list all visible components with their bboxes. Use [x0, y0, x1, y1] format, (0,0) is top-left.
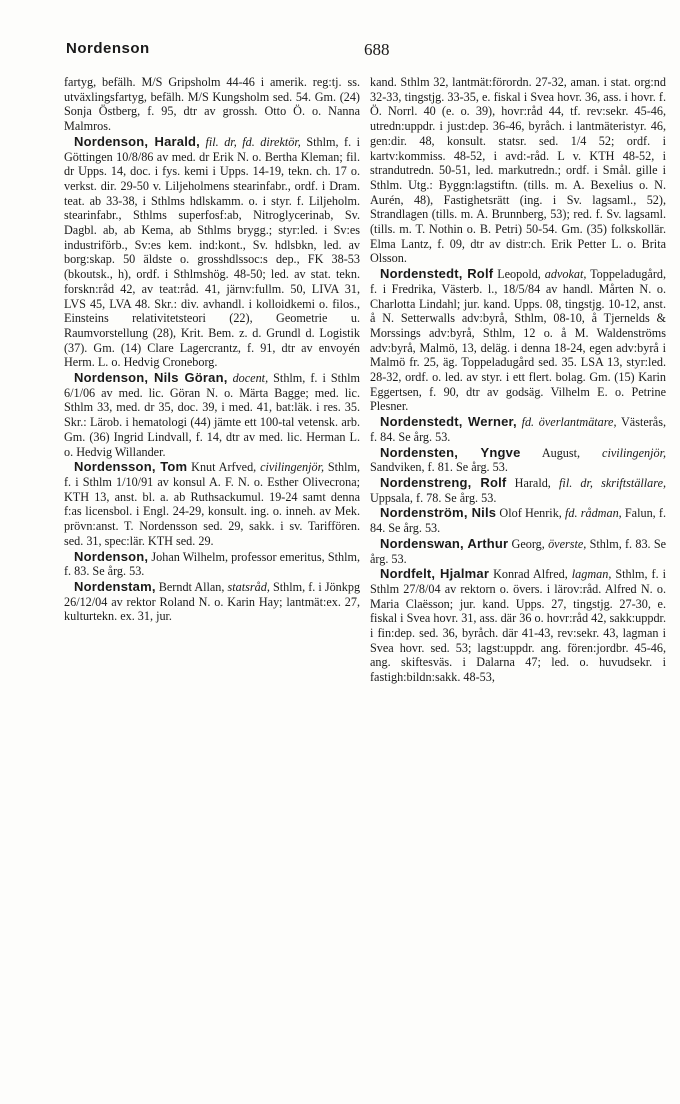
entry-body: Sthlm, f. i Göttingen 10/8/86 av med. dr Erik N. o. Bertha Kleman; fil. dr Upps. 14, doc. i fys. kemi i Upps. 14-19, tekn. ch. 17 o. verkst. dir. 29-50 v. Liljeholmens stearinfabr., ordf. i Dram. teat. ab 33-38, i Sthlms hdlskamm. o. i styr. f. Liljeholm. stearinfabr., Sthlms superfosf:ab, Nitroglycerinab, Sv. Dagbl. ab, ab Kema, ab Sthlms brygg.; styr:led. i Sv:es industriförb., Sv:es kem. ind:kont., Sv. hdlsbkn, led. av borg:skap. 50 äldste o. grosshdlssoc:s dep., FK 38-53 (bkoutsk., h), ordf. i Sthlmshög. 48-50; led. av stat. tekn. forskn:råd 42, av teat:råd. 41, järnv:fullm. 50, LIVA 31, LVS 45, LVA 48. Skr.: div. avhandl. i kolloidkemi o. filos., Einsteins relativitetsteori (22), Geometrie u. Raumvorstellung (28), Krit. Bem. z. d. Grundl d. Logistik (37). Gm. (14) Clare Lagercrantz, f. 91, dtr av envoyén Herm. L. o. Hedvig Croneborg. — [64, 134, 361, 370]
biography-entry — [370, 567, 666, 685]
entry-body: Falun, f. 84. Se årg. 53. — [370, 506, 667, 536]
entry-body: Sthlm, f. i Jönkpg 26/12/04 av rektor Roland N. o. Karin Hay; lantmät:ex. 27, kulturtekn. ex. 31, jur. — [64, 579, 361, 624]
biography-entry — [370, 415, 666, 444]
entry-name: Nordenstedt, Werner, — [380, 414, 517, 430]
entry-name: Nordenson, Harald, — [74, 133, 200, 149]
entry-title: fil. dr, fd. direktör, — [205, 134, 301, 149]
running-head: Nordenson — [66, 40, 150, 57]
right-column — [370, 75, 666, 686]
biography-entry — [64, 75, 360, 134]
entry-given-names: Olof Henrik, — [499, 506, 562, 521]
entry-title: civilingenjör, — [602, 445, 667, 460]
entry-title: statsråd, — [227, 579, 270, 594]
entry-title: överste, — [548, 536, 587, 551]
entry-given-names: Johan — [151, 549, 180, 564]
entry-name: Nordfelt, Hjalmar — [380, 566, 490, 582]
entry-body: fartyg, befälh. M/S Gripsholm 44-46 i amerik. reg:tj. ss. utväxlingsfartyg, befälh. M/S Kungsholm sed. 54. Gm. (24) Sonja Östberg, f. 95, dtr av grossh. Otto Ö. o. Nanna Malmros. — [64, 75, 360, 134]
biography-entry — [64, 371, 360, 459]
entry-body: kand. Sthlm 32, lantmät:förordn. 27-32, aman. i stat. org:nd 32-33, tingstjg. 33-35, e. fiskal i Svea hovr. 36, ass. i hovr. f. Ö. Norrl. 40 (e. o. 39), hovr:råd 44, tf. rev:sekr. 45-46, utredn:uppdr. i just:dep. 36-46, byråch. i lantmäteristyr. 46, gen:dir. 48, konsult. statsr. sed. 1/4 52; ordf. i kartv:kommiss. 48-52, i avd:-råd. L v. KTH 48-52, i strandutredn. 50-51, led. markutredn.; ordf. i Smål. gille i Sthlm. Utg.: Byggn:lagstiftn. (tills. m. A. Bexelius o. N. Aurén, 48), Fastighetsrätt (ing. i Sv. lagsaml., 52), Strandlagen (tills. m. A. Brunnberg, 53); red. f. Sv. lagsaml. (tills. m. T. Nothin o. B. Petri) 50-54. Gm. (35) folkskollär. Elma Lantz, f. 09, dtr av distr:ch. Erik Petter L. o. Brita Olsson. — [370, 75, 666, 266]
biography-entry — [64, 135, 360, 370]
entry-name: Nordenstedt, Rolf — [380, 266, 494, 282]
entry-title: lagman, — [571, 567, 612, 582]
page-header — [66, 40, 652, 66]
biography-entry — [64, 580, 360, 624]
biography-entry — [370, 476, 666, 505]
biography-entry — [370, 506, 666, 535]
biography-entry — [370, 75, 666, 266]
entry-name: Nordensten, Yngve — [380, 444, 521, 460]
biography-entry — [64, 550, 360, 579]
entry-name: Nordenson, — [74, 548, 149, 564]
entry-body: Sthlm, f. i Sthlm 27/8/04 av rektorn o. övers. i lärov:råd. Alfred N. o. Maria Claësson; jur. kand. Upps. 27, tingstjg. 27-30, e. fiskal i Svea hovr. 31, ass. där 36 o. hovr:råd 42, sakk:uppdr. i fin:dep. sed. 36, byråch. där 41-43, rev:sekr. 43, lagman i Svea hovr. sed. 53; lagst:uppdr. ang. fören:jordbr. 45-46, ang. skiftesväs. i Dalarna 47; led. o. huvudsekr. i fastigh:bildn:sakk. 48-53, — [370, 567, 666, 685]
entry-given-names: Georg, — [511, 536, 545, 551]
entry-title: docent, — [232, 371, 269, 386]
entry-name: Nordenström, Nils — [380, 505, 497, 521]
entry-body: Sthlm, f. 83. Se årg. 53. — [370, 536, 667, 566]
entry-body: Uppsala, f. 78. Se årg. 53. — [370, 490, 497, 505]
entry-body: Sthlm, f. i Sthlm 6/1/06 av med. lic. Göran N. o. Märta Bagge; med. lic. Sthlm 33, med. dr 35, doc. 39, i med. 41, bat:läk. i res. 35. Skr.: Lärob. i hematologi (44) jämte ett 100-tal vetensk. arb. Gm. (36) Ingrid Lindvall, f. 14, dtr av med. lic. Herman L. o. Hedvig Willander. — [64, 371, 361, 459]
biography-entry — [64, 460, 360, 548]
entry-given-names: Konrad Alfred, — [493, 567, 568, 582]
entry-body: Toppeladugård, f. i Fredrika, Västerb. l., 18/5/84 av handl. Mårten N. o. Charlotta Lindahl; jur. kand. Upps. 08, tingstjg. 10-12, anst. å N. Setterwalls adv:byrå, Sthlm, 08-10, å Tjernelds & Morssings adv:byrå, Sthlm, 12 o. å M. Waldenströms adv:byrå, Malmö, 13, deläg. i denna 18-24, egen adv:byrå i Malmö fr. 25, äg. Toppeladugård sed. 35. LSA 13, styr:led. 28-32, ordf. o. led. av styr. i ett flert. bolag. Gm. (15) Karin Eggertsen, f. 90, dtr av godsäg. Vilhelm E. o. Petrine Plesner. — [370, 267, 667, 414]
entry-given-names: August, — [541, 445, 581, 460]
entry-body: Sandviken, f. 81. Se årg. 53. — [370, 460, 508, 475]
entry-title: fd. rådman, — [565, 506, 622, 521]
entry-title: fd. överlantmätare, — [521, 415, 617, 430]
entry-title: advokat, — [544, 267, 587, 282]
entry-body: Västerås, f. 84. Se årg. 53. — [370, 415, 666, 444]
entry-given-names: Leopold, — [497, 267, 541, 282]
entry-name: Nordenstreng, Rolf — [380, 474, 507, 490]
entry-title: civilingenjör, — [260, 460, 325, 475]
entry-name: Nordensson, Tom — [74, 459, 188, 475]
entry-name: Nordenson, Nils Göran, — [74, 370, 228, 386]
entry-body: Sthlm, f. i Sthlm 1/10/91 av konsul A. F. N. o. Esther Olivecrona; KTH 13, anst. bl. a. ab Ruthsackumul. 19-24 samt denna f:as licensbol. i Engl. 24-29, konsult. ing. o. inneh. av Mek. prövn:anst. T. Nordensson sed. 29, sakk. i sv. Tariffören. sed. 31, spec:lär. KTH sed. 29. — [64, 460, 361, 548]
biography-entry — [370, 267, 666, 414]
entry-name: Nordenswan, Arthur — [380, 535, 509, 551]
entry-title: fil. dr, skriftställare, — [559, 475, 667, 490]
biography-entry — [370, 446, 666, 475]
biography-entry — [370, 537, 666, 566]
entry-body: Wilhelm, professor emeritus, Sthlm, f. 83. Se årg. 53. — [64, 549, 361, 579]
entry-given-names: Knut Arfved, — [191, 460, 257, 475]
left-column — [64, 75, 360, 625]
entry-name: Nordenstam, — [74, 578, 156, 594]
entry-given-names: Berndt Allan, — [158, 579, 225, 594]
page-number: 688 — [364, 40, 390, 59]
entry-given-names: Harald, — [514, 475, 551, 490]
